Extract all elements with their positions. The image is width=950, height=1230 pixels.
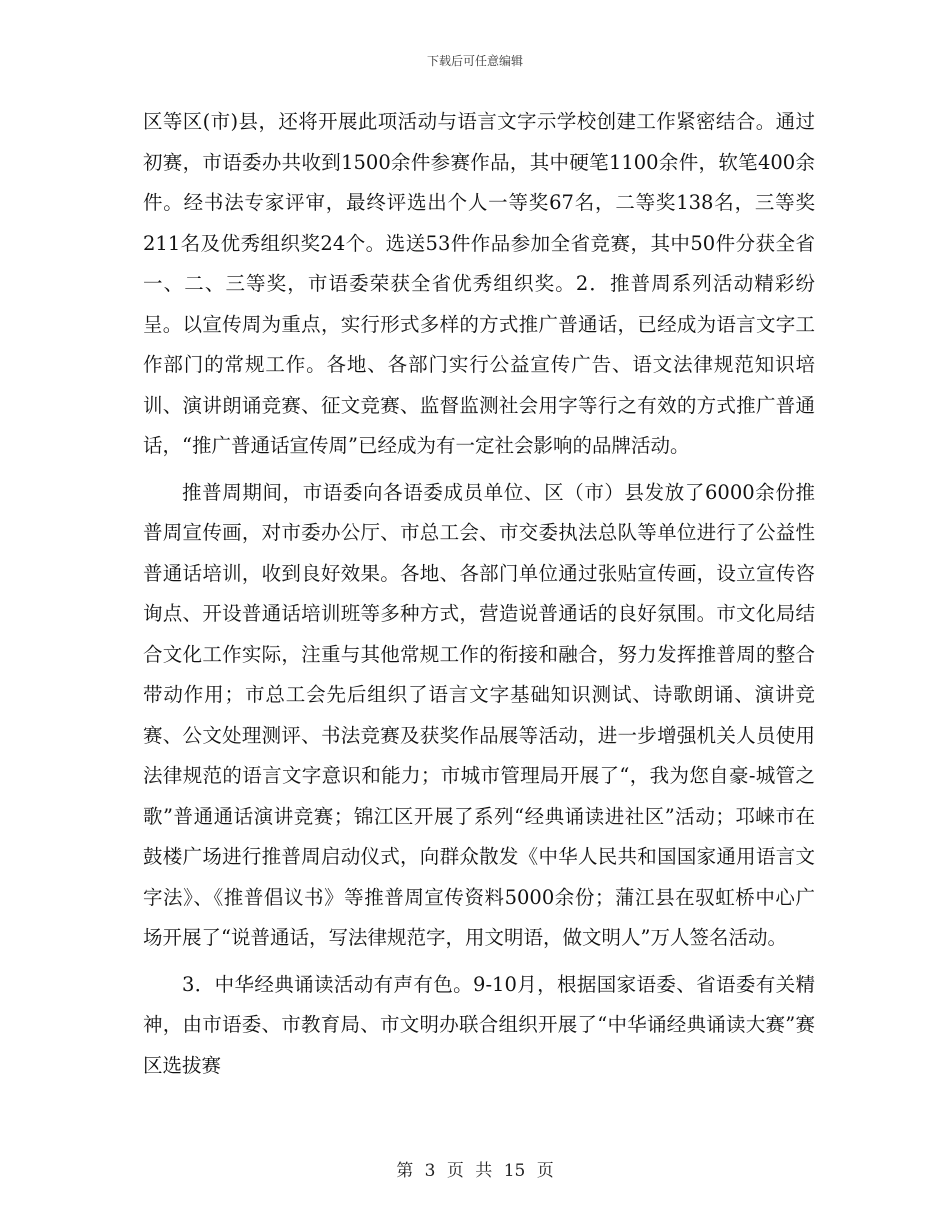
paragraph-3: 3．中华经典诵读活动有声有色。9-10月，根据国家语委、省语委有关精神，由市语委、市教育局、市文明办联合组织开展了“中华诵经典诵读大赛”赛区选拔赛 — [143, 972, 815, 1077]
document-body — [143, 102, 815, 1092]
paragraph-2: 推普周期间，市语委向各语委成员单位、区（市）县发放了6000余份推普周宣传画，对市委办公厅、市总工会、市交委执法总队等单位进行了公益性普通话培训，收到良好效果。各地、各部门单位通过张贴宣传画，设立宣传咨询点、开设普通话培训班等多种方式，营造说普通话的良好氛围。市文化局结合文化工作实际，注重与其他常规工作的衔接和融合，努力发挥推普周的整合带动作用；市总工会先后组织了语言文字基础知识测试、诗歌朗诵、演讲竞赛、公文处理测评、书法竞赛及获奖作品展等活动，进一步增强机关人员使用法律规范的语言文字意识和能力；市城市管理局开展了“，我为您自豪-城管之歌”普通通话演讲竞赛；锦江区开展了系列“经典诵读进社区”活动；邛崃市在鼓楼广场进行推普周启动仪式，向群众散发《中华人民共和国国家通用语言文字法》、《推普倡议书》等推普周宣传资料5000余份；蒲江县在驭虹桥中心广场开展了“说普通话，写法律规范字，用文明语，做文明人”万人签名活动。 — [143, 480, 815, 949]
paragraph-1: 区等区(市)县，还将开展此项活动与语言文字示学校创建工作紧密结合。通过初赛，市语委办共收到1500余件参赛作品，其中硬笔1100余件，软笔400余件。经书法专家评审，最终评选出个人一等奖67名，二等奖138名，三等奖211名及优秀组织奖24个。选送53件作品参加全省竞赛，其中50件分获全省一、二、三等奖，市语委荣获全省优秀组织奖。2．推普周系列活动精彩纷呈。以宣传周为重点，实行形式多样的方式推广普通话，已经成为语言文字工作部门的常规工作。各地、各部门实行公益宣传广告、语文法律规范知识培训、演讲朗诵竞赛、征文竞赛、监督监测社会用字等行之有效的方式推广普通话，“推广普通话宣传周”已经成为有一定社会影响的品牌活动。 — [143, 110, 815, 457]
page-number-footer: 第 3 页 共 15 页 — [396, 1161, 554, 1181]
page-header-note: 下载后可任意编辑 — [426, 54, 523, 68]
